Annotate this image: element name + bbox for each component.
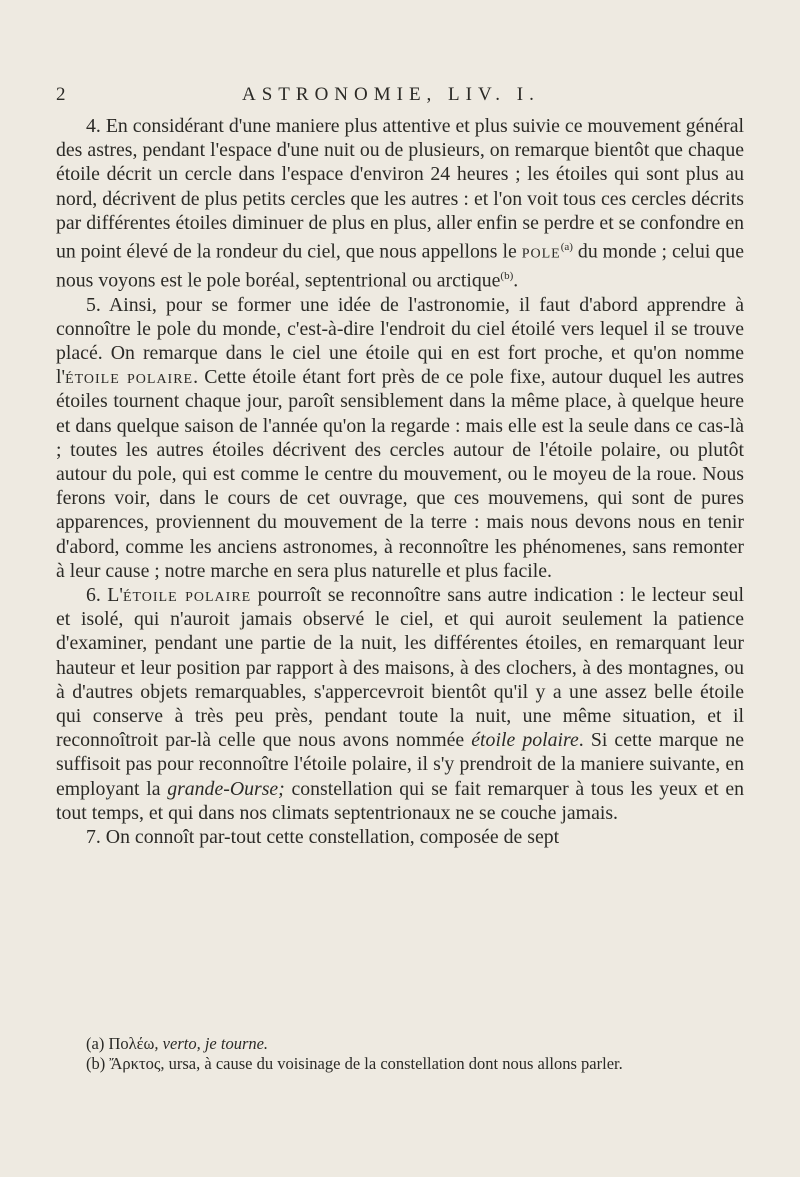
paragraph-7 bbox=[56, 825, 744, 849]
running-header bbox=[56, 84, 720, 108]
paragraph-text: du monde ; celui que nous voyons est le pole boréal, septentrional ou arctique bbox=[56, 240, 744, 292]
footnote-mark: (b) bbox=[86, 1054, 106, 1073]
paragraph-number: 6. bbox=[86, 584, 101, 607]
footnote-text: , verto, je tourne. bbox=[154, 1034, 269, 1053]
running-title: ASTRONOMIE, LIV. I. bbox=[242, 84, 540, 105]
paragraph-5 bbox=[56, 293, 744, 583]
term-pole: pole bbox=[521, 240, 561, 263]
paragraph-text: L' bbox=[107, 584, 123, 607]
italic-term: étoile polaire bbox=[471, 729, 579, 752]
footnote-ref-b: (b) bbox=[500, 269, 514, 282]
paragraph-number: 5. bbox=[86, 293, 101, 316]
footnote-a bbox=[56, 1034, 744, 1054]
footnote-greek: Ἄρκτος bbox=[109, 1054, 161, 1073]
body-text bbox=[56, 114, 744, 849]
paragraph-text: pourroît se reconnoître sans autre indication : le lecteur seul et isolé, qui n'auroit jamais observé le ciel, et qui auroit seulement la patience d'examiner, pendant une partie de la nuit, les différentes étoiles, en remarquant leur hauteur et leur position par rapport à des maisons, à des clochers, à des montagnes, ou à d'autres objets remarquables, s'appercevroit bientôt qu'il y a une assez belle étoile qui conserve à très peu près, pendant toute la nuit, une même situation, et il reconnoîtroit par-là celle que nous avons nommée bbox=[56, 584, 744, 752]
footnote-b bbox=[56, 1054, 744, 1074]
footnote-ref-a: (a) bbox=[560, 241, 573, 254]
paragraph-text: . Cette étoile étant fort près de ce pole fixe, autour duquel les autres étoiles tournent chaque jour, paroît sensiblement dans la même place, à quelque heure et dans quelque saison de l'année qu'on la regarde : mais elle est la seule dans ce cas-là ; toutes les autres étoiles décrivent des cercles autour de l'étoile polaire, ou plutôt autour du pole, qui est comme le centre du mouvement, ou le moyeu de la roue. Nous ferons voir, dans le cours de cet ouvrage, que ces mouvemens, qui sont de pures apparences, proviennent du mouvement de la terre : mais nous devons nous en tenir d'abord, comme les anciens astronomes, à reconnoître les phénomenes, sans remonter à leur cause ; notre marche en sera plus naturelle et plus facile. bbox=[56, 366, 744, 582]
paragraph-text: En considérant d'une maniere plus attentive et plus suivie ce mouvement général des astres, pendant l'espace d'une nuit ou de plusieurs, on remarque bientôt que chaque étoile décrit un cercle dans l'espace d'environ 24 heures ; les étoiles qui sont plus au nord, décrivent de plus petits cercles que les autres : et l'on voit tous ces cercles décrits par différentes étoiles diminuer de plus en plus, aller enfin se perdre et se confondre en un point élevé de la rondeur du ciel, que nous appellons le bbox=[56, 115, 744, 263]
term-etoile-polaire: étoile polaire bbox=[65, 366, 194, 389]
paragraph-number: 7. bbox=[86, 826, 101, 849]
paragraph-4 bbox=[56, 114, 744, 293]
footnote-text: , ursa, à cause du voisinage de la constellation dont nous allons parler. bbox=[160, 1054, 623, 1073]
italic-term: grande-Ourse; bbox=[167, 777, 285, 800]
paragraph-text: . Si cette marque ne suffisoit pas pour reconnoître l'étoile polaire, il s'y prendroit de la maniere suivante, en employant la bbox=[56, 729, 744, 800]
paragraph-text: . bbox=[513, 269, 519, 292]
footnote-mark: (a) bbox=[86, 1034, 105, 1053]
paragraph-text: On connoît par-tout cette constellation, composée de sept bbox=[105, 826, 560, 849]
term-etoile-polaire: étoile polaire bbox=[122, 584, 252, 607]
paragraph-text: constellation qui se fait remarquer à tous les yeux et en tout temps, et qui dans nos climats septentrionaux ne se couche jamais. bbox=[56, 777, 744, 824]
page-number: 2 bbox=[56, 84, 66, 105]
paragraph-6 bbox=[56, 583, 744, 825]
footnote-greek: Πολέω bbox=[108, 1034, 155, 1053]
paragraph-text: Ainsi, pour se former une idée de l'astronomie, il faut d'abord apprendre à connoître le pole du monde, c'est-à-dire l'endroit du ciel étoilé vers lequel il se trouve placé. On remarque dans le ciel une étoile qui en est fort proche, et qu'on nomme l' bbox=[56, 293, 744, 389]
paragraph-number: 4. bbox=[86, 115, 101, 137]
footnotes bbox=[56, 1034, 744, 1074]
